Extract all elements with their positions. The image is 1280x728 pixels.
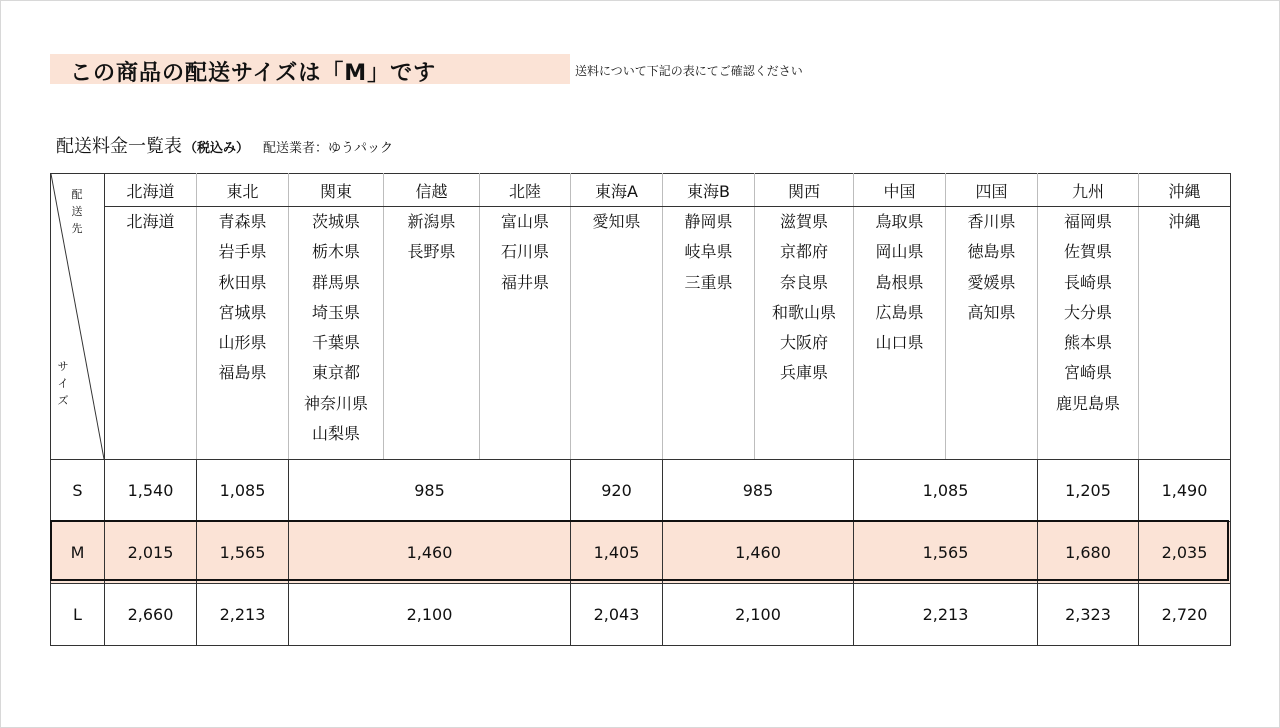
price-cell: 2,213 (197, 584, 289, 646)
price-cell: 2,323 (1038, 584, 1139, 646)
region-header: 東海B (663, 174, 755, 207)
prefecture-name: 埼玉県 (311, 302, 360, 322)
prefecture-list (384, 207, 480, 460)
prefecture-name: 奈良県 (779, 272, 828, 292)
table-title-main: 配送料金一覧表 (56, 136, 182, 157)
prefecture-name: 福井県 (500, 272, 549, 292)
price-cell: 985 (289, 460, 571, 522)
prefecture-list (1038, 207, 1139, 460)
prefecture-name: 山梨県 (311, 424, 360, 444)
price-cell: 2,213 (854, 584, 1038, 646)
prefecture-list (854, 207, 946, 460)
prefecture-list (480, 207, 571, 460)
prefecture-name: 山口県 (875, 333, 924, 353)
price-row-m (51, 522, 1231, 584)
prefecture-name: 三重県 (684, 272, 733, 292)
price-cell: 2,015 (105, 522, 197, 584)
prefecture-list (946, 207, 1038, 460)
price-cell: 2,720 (1139, 584, 1231, 646)
shipping-note: 送料について下記の表にてご確認ください (575, 64, 803, 78)
size-label: M (51, 522, 105, 584)
prefecture-list (663, 207, 755, 460)
prefecture-list (197, 207, 289, 460)
prefecture-list (289, 207, 384, 460)
size-label: L (51, 584, 105, 646)
price-cell: 1,405 (571, 522, 663, 584)
prefecture-name: 徳島県 (967, 242, 1016, 262)
corner-size-label: サイズ (57, 360, 69, 407)
price-cell: 1,490 (1139, 460, 1231, 522)
region-header-row (51, 174, 1231, 207)
prefecture-name: 秋田県 (218, 272, 267, 292)
region-header: 東北 (197, 174, 289, 207)
corner-cell (51, 174, 105, 460)
price-cell: 1,085 (197, 460, 289, 522)
prefecture-name: 和歌山県 (771, 302, 836, 322)
prefecture-name: 山形県 (218, 333, 267, 353)
price-cell: 1,460 (663, 522, 854, 584)
price-cell: 985 (663, 460, 854, 522)
prefecture-name: 京都府 (779, 242, 828, 262)
price-cell: 1,565 (854, 522, 1038, 584)
region-header: 九州 (1038, 174, 1139, 207)
price-cell: 920 (571, 460, 663, 522)
prefecture-name: 青森県 (218, 212, 267, 231)
size-label: S (51, 460, 105, 522)
prefecture-name: 長野県 (407, 242, 456, 262)
prefecture-name: 鳥取県 (875, 212, 924, 231)
price-cell: 1,680 (1038, 522, 1139, 584)
prefecture-name: 茨城県 (311, 212, 360, 231)
prefecture-name: 千葉県 (311, 333, 360, 353)
prefecture-name: 兵庫県 (779, 363, 828, 383)
prefecture-name: 北海道 (126, 212, 175, 231)
prefecture-name: 岐阜県 (684, 242, 733, 262)
price-cell: 1,540 (105, 460, 197, 522)
price-row-s (51, 460, 1231, 522)
region-header: 関東 (289, 174, 384, 207)
prefecture-name: 鹿児島県 (1055, 393, 1120, 413)
prefecture-list (571, 207, 663, 460)
prefecture-name: 宮城県 (218, 302, 267, 322)
prefecture-name: 高知県 (967, 302, 1016, 322)
region-header: 信越 (384, 174, 480, 207)
prefecture-name: 静岡県 (684, 212, 733, 231)
prefecture-name: 佐賀県 (1063, 242, 1112, 262)
region-header: 四国 (946, 174, 1038, 207)
region-header: 北海道 (105, 174, 197, 207)
price-row-l (51, 584, 1231, 646)
prefecture-name: 愛知県 (592, 212, 641, 231)
price-cell: 2,100 (663, 584, 854, 646)
price-cell: 2,660 (105, 584, 197, 646)
prefecture-name: 東京都 (311, 363, 360, 383)
prefecture-name: 神奈川県 (303, 393, 368, 413)
size-banner (50, 54, 570, 84)
price-cell: 1,565 (197, 522, 289, 584)
region-header: 中国 (854, 174, 946, 207)
prefecture-name: 福島県 (218, 363, 267, 383)
region-header: 東海A (571, 174, 663, 207)
price-cell: 1,205 (1038, 460, 1139, 522)
shipping-rate-table (50, 173, 1231, 646)
carrier-label: 配送業者：ゆうパック (263, 141, 394, 156)
region-header: 北陸 (480, 174, 571, 207)
prefecture-name: 熊本県 (1063, 333, 1112, 353)
prefecture-name: 石川県 (500, 242, 549, 262)
prefecture-name: 沖縄 (1168, 212, 1201, 231)
region-header: 関西 (755, 174, 854, 207)
prefecture-list (105, 207, 197, 460)
prefecture-row (51, 207, 1231, 460)
prefecture-name: 富山県 (500, 212, 549, 231)
prefecture-name: 栃木県 (311, 242, 360, 262)
prefecture-name: 長崎県 (1063, 272, 1112, 292)
banner-title: この商品の配送サイズは「M」です (70, 61, 437, 86)
region-header: 沖縄 (1139, 174, 1231, 207)
table-title (56, 132, 393, 158)
price-cell: 2,100 (289, 584, 571, 646)
prefecture-name: 大阪府 (779, 333, 828, 353)
prefecture-name: 群馬県 (311, 272, 360, 292)
corner-destination-label: 配送先 (71, 188, 83, 235)
prefecture-list (1139, 207, 1231, 460)
price-cell: 1,460 (289, 522, 571, 584)
prefecture-name: 宮崎県 (1063, 363, 1112, 383)
price-cell: 1,085 (854, 460, 1038, 522)
prefecture-name: 愛媛県 (967, 272, 1016, 292)
tax-included-label: （税込み） (184, 141, 250, 156)
price-cell: 2,035 (1139, 522, 1231, 584)
prefecture-name: 新潟県 (407, 212, 456, 231)
prefecture-name: 福岡県 (1063, 212, 1112, 231)
prefecture-name: 岩手県 (218, 242, 267, 262)
prefecture-name: 滋賀県 (779, 212, 828, 231)
prefecture-name: 大分県 (1063, 302, 1112, 322)
prefecture-list (755, 207, 854, 460)
prefecture-name: 岡山県 (875, 242, 924, 262)
prefecture-name: 広島県 (875, 302, 924, 322)
prefecture-name: 香川県 (967, 212, 1016, 231)
prefecture-name: 島根県 (875, 272, 924, 292)
price-cell: 2,043 (571, 584, 663, 646)
